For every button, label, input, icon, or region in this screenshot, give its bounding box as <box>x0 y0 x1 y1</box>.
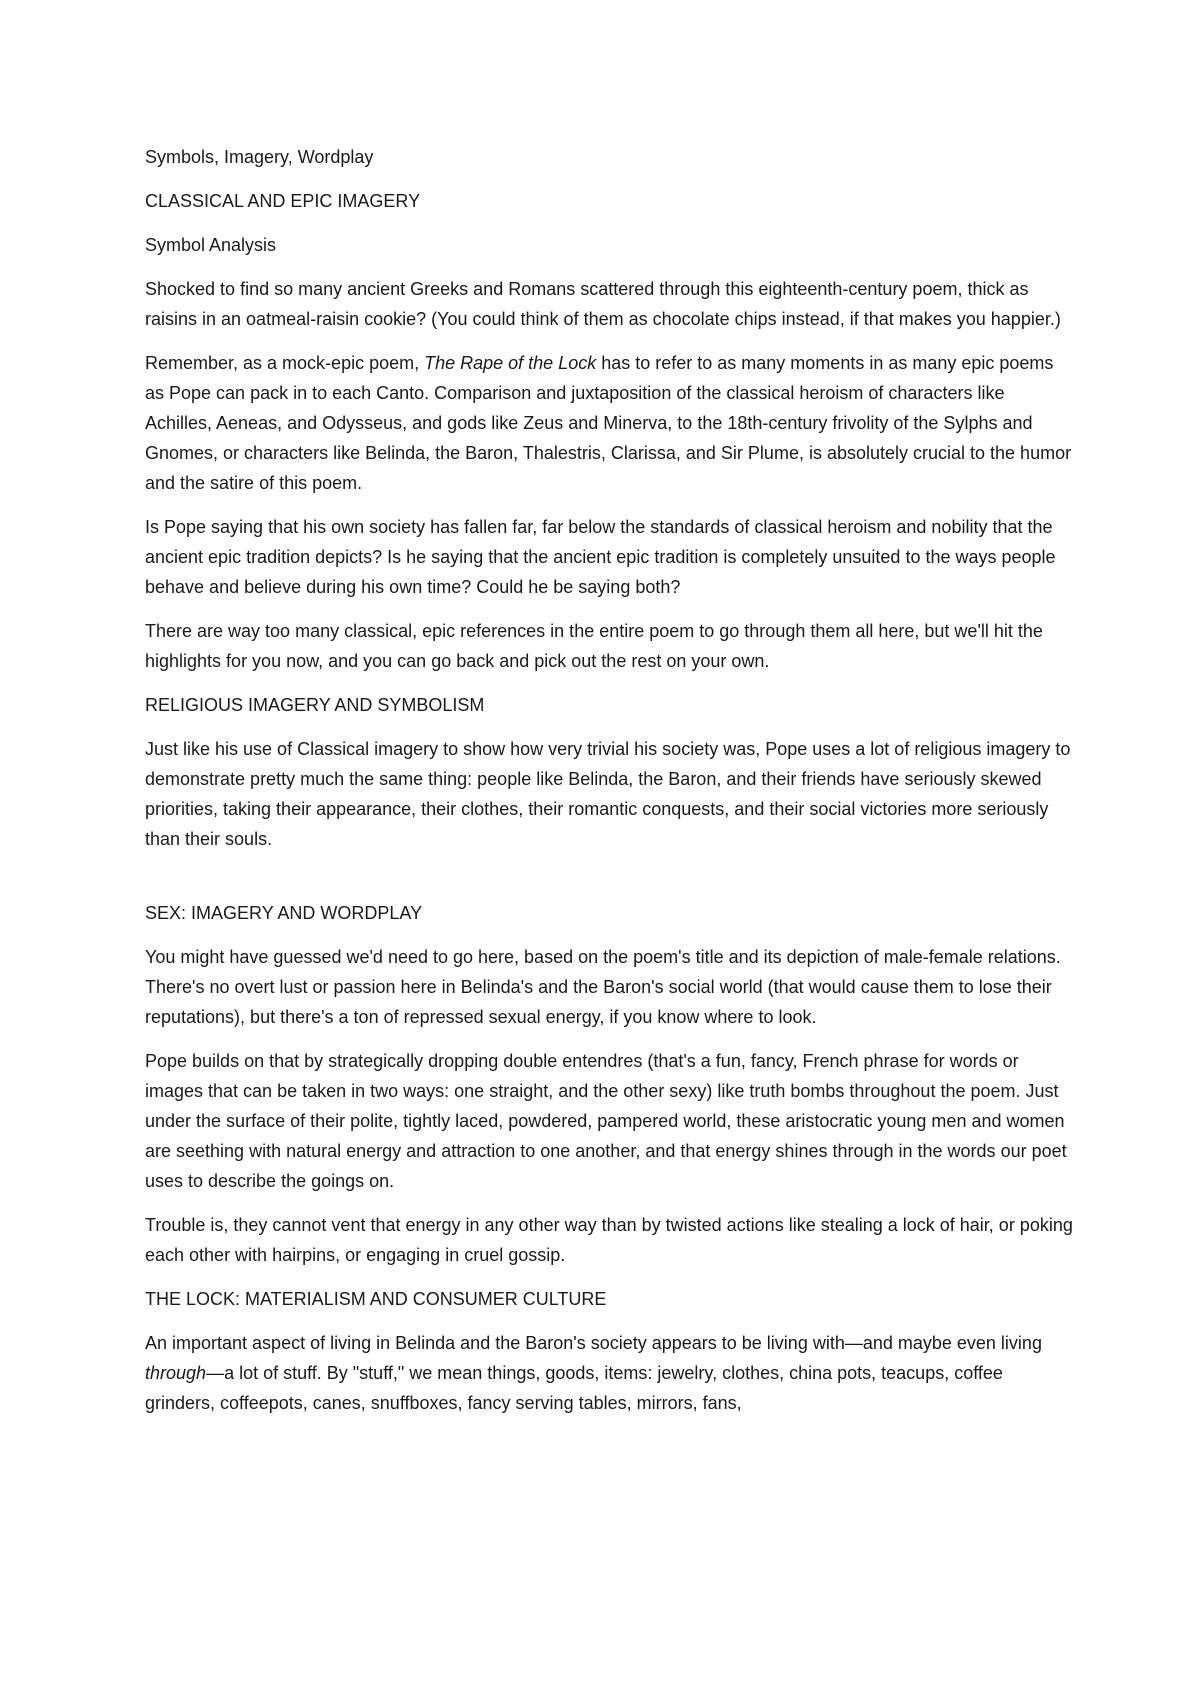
paragraph-8: Trouble is, they cannot vent that energy in any other way than by twisted actions like stealing a lock of hair, or poking each other with hairpins, or engaging in cruel gossip. <box>145 1215 1073 1265</box>
paragraph-6: You might have guessed we'd need to go here, based on the poem's title and its depiction of male-female relations. There's no overt lust or passion here in Belinda's and the Baron's social world (that would cause them to lose their reputations), but there's a ton of repressed sexual energy, if you know where to look. <box>145 947 1061 1027</box>
paragraph-1: Shocked to find so many ancient Greeks and Romans scattered through this eighteenth-century poem, thick as raisins in an oatmeal-raisin cookie? (You could think of them as chocolate chips instead, if that makes you happier.) <box>145 279 1061 329</box>
section-heading-sex: SEX: IMAGERY AND WORDPLAY <box>145 903 423 923</box>
through-italic: through <box>145 1363 207 1383</box>
paragraph-9-start: An important aspect of living in Belinda and the Baron's society appears to be living with—and maybe even living <box>145 1333 1042 1353</box>
section-heading-religious: RELIGIOUS IMAGERY AND SYMBOLISM <box>145 695 485 715</box>
paragraph-9-end: —a lot of stuff. By "stuff," we mean things, goods, items: jewelry, clothes, china pots, teacups, coffee grinders, coffeepots, canes, snuffboxes, fancy serving tables, mirrors, fans, <box>145 1363 1003 1413</box>
paragraph-2-start: Remember, as a mock-epic poem, <box>145 353 425 373</box>
document-body <box>145 142 1075 1432</box>
paragraph-7: Pope builds on that by strategically dropping double entendres (that's a fun, fancy, French phrase for words or images that can be taken in two ways: one straight, and the other sexy) like truth bombs throughout the poem. Just under the surface of their polite, tightly laced, powdered, pampered world, these aristocratic young men and women are seething with natural energy and attraction to one another, and that energy shines through in the words our poet uses to describe the goings on. <box>145 1051 1067 1191</box>
paragraph-3: Is Pope saying that his own society has fallen far, far below the standards of classical heroism and nobility that the ancient epic tradition depicts? Is he saying that the ancient epic tradition is completely unsuited to the ways people behave and believe during his own time? Could he be saying both? <box>145 517 1056 597</box>
paragraph-4: There are way too many classical, epic references in the entire poem to go through them all here, but we'll hit the highlights for you now, and you can go back and pick out the rest on your own. <box>145 621 1043 671</box>
section-subheading-symbol-analysis: Symbol Analysis <box>145 235 277 255</box>
paragraph-9 <box>145 1328 1075 1418</box>
poem-title-italic: The Rape of the Lock <box>424 353 597 373</box>
document-title: Symbols, Imagery, Wordplay <box>145 147 374 167</box>
paragraph-2-end: has to refer to as many moments in as many epic poems as Pope can pack in to each Canto. Comparison and juxtaposition of the classical heroism of characters like Achilles, Aeneas, and Odysseus, and gods like Zeus and Minerva, to the 18th-century frivolity of the Sylphs and Gnomes, or characters like Belinda, the Baron, Thalestris, Clarissa, and Sir Plume, is absolutely crucial to the humor and the satire of this poem. <box>145 353 1072 493</box>
paragraph-2 <box>145 348 1075 498</box>
section-heading-lock: THE LOCK: MATERIALISM AND CONSUMER CULTURE <box>145 1289 607 1309</box>
section-heading-classical: CLASSICAL AND EPIC IMAGERY <box>145 191 421 211</box>
blank-line <box>145 868 1075 898</box>
paragraph-5: Just like his use of Classical imagery to show how very trivial his society was, Pope uses a lot of religious imagery to demonstrate pretty much the same thing: people like Belinda, the Baron, and their friends have seriously skewed priorities, taking their appearance, their clothes, their romantic conquests, and their social victories more seriously than their souls. <box>145 739 1071 849</box>
